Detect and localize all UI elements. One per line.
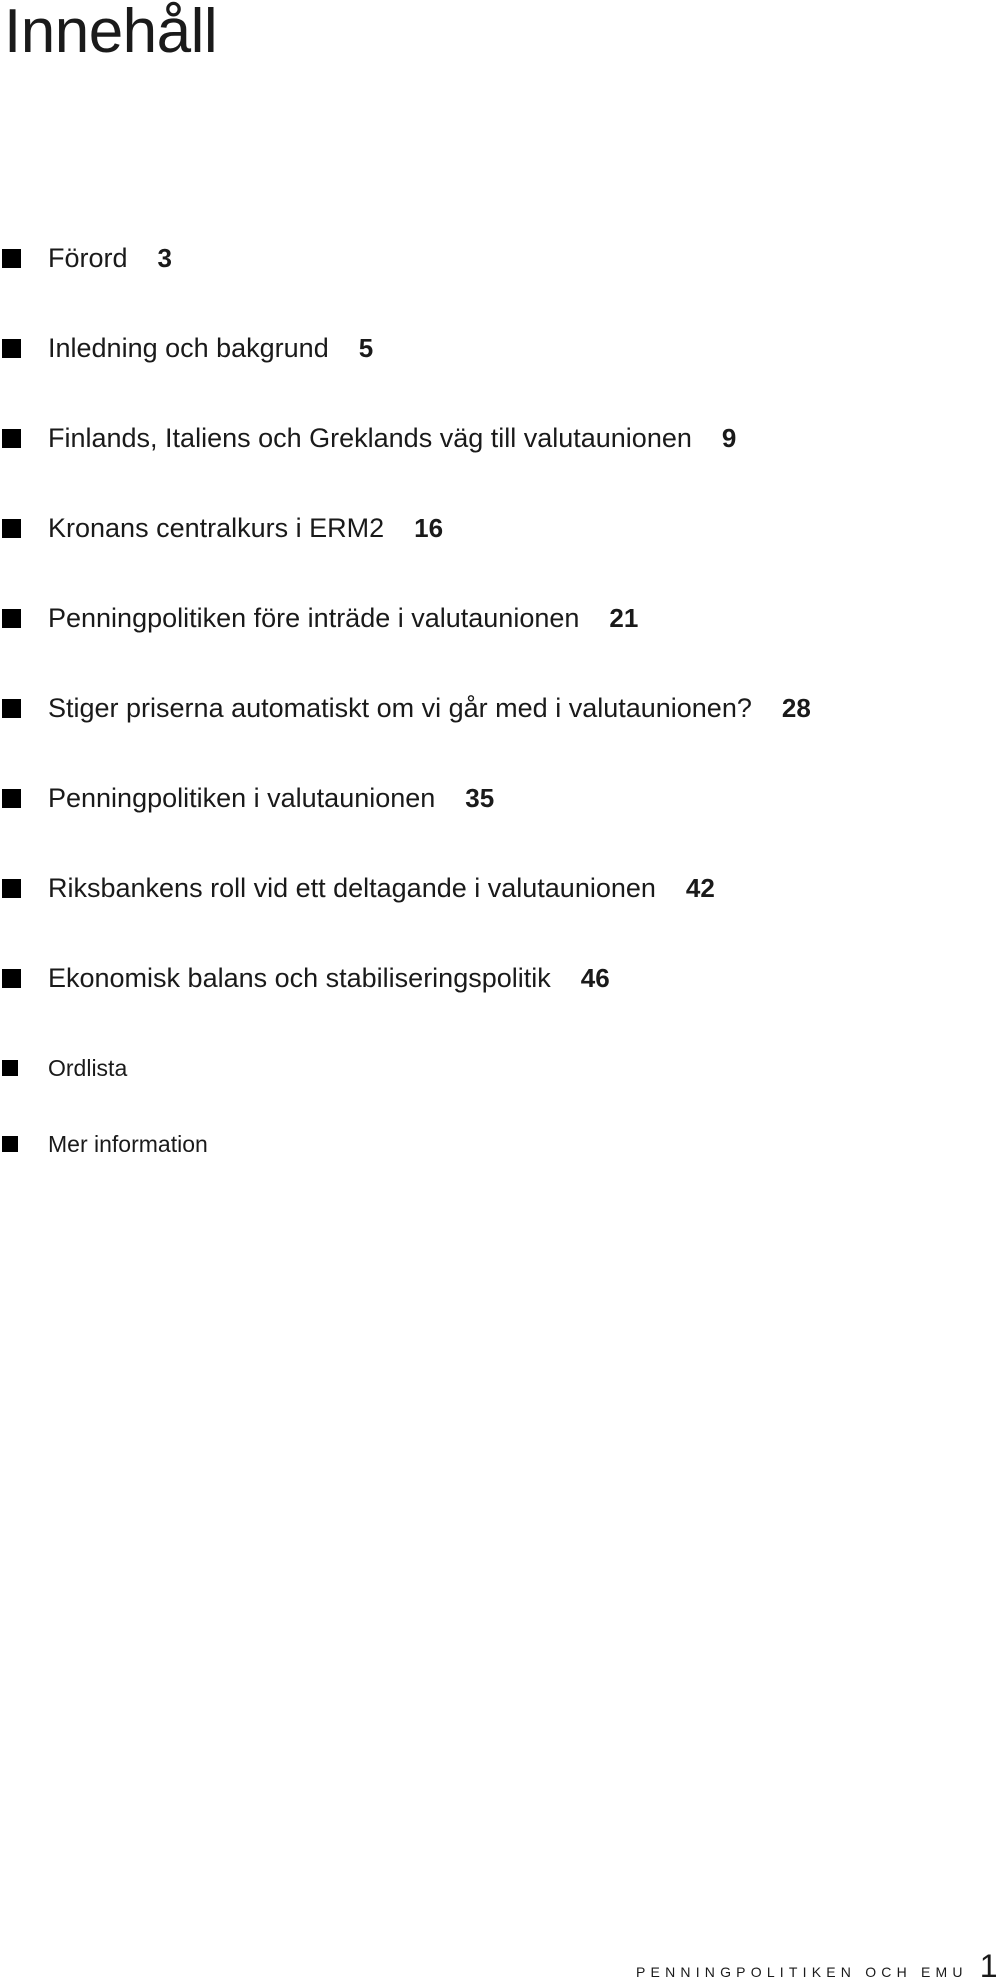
- toc-entry-page: 46: [580, 962, 610, 993]
- square-bullet-icon: [2, 1136, 18, 1152]
- toc-entry-forord[interactable]: [0, 238, 172, 278]
- toc-entry-title: Finlands, Italiens och Greklands väg till valutaunionen: [48, 422, 692, 453]
- page-title: Innehåll: [4, 0, 218, 66]
- toc-entry-title: Inledning och bakgrund: [48, 332, 329, 363]
- toc-entry-title: Penningpolitiken före inträde i valutaunionen: [48, 602, 580, 633]
- square-bullet-icon: [2, 609, 21, 628]
- toc-entry-ekonomisk-balans[interactable]: [0, 958, 610, 998]
- page-footer: [636, 1948, 998, 1985]
- square-bullet-icon: [2, 1060, 18, 1076]
- square-bullet-icon: [2, 699, 21, 718]
- toc-entry-stiger-priserna[interactable]: [0, 688, 811, 728]
- toc-entry-riksbankens-roll[interactable]: [0, 868, 715, 908]
- toc-entry-page: 5: [358, 332, 374, 363]
- toc-entry-page: 35: [465, 782, 495, 813]
- toc-entry-penningpolitiken-i[interactable]: [0, 778, 494, 818]
- toc-entry-page: 3: [157, 242, 172, 273]
- toc-entry-mer-information[interactable]: [0, 1124, 208, 1164]
- toc-entry-finlands[interactable]: [0, 418, 736, 458]
- toc-entry-title: Mer information: [48, 1130, 208, 1157]
- toc-entry-inledning[interactable]: [0, 328, 373, 368]
- square-bullet-icon: [2, 429, 21, 448]
- toc-entry-title: Ordlista: [48, 1054, 128, 1081]
- toc-entry-page: 21: [609, 602, 639, 633]
- square-bullet-icon: [2, 789, 21, 808]
- toc-entry-title: Riksbankens roll vid ett deltagande i valutaunionen: [48, 872, 656, 903]
- toc-entry-title: Penningpolitiken i valutaunionen: [48, 782, 436, 813]
- toc-entry-title: Förord: [48, 242, 128, 273]
- toc-entry-title: Stiger priserna automatiskt om vi går med i valutaunionen?: [48, 692, 752, 723]
- square-bullet-icon: [2, 879, 21, 898]
- toc-entry-page: 28: [781, 692, 811, 723]
- toc-entry-title: Ekonomisk balans och stabiliseringspolitik: [48, 962, 551, 993]
- toc-entry-kronans[interactable]: [0, 508, 443, 548]
- toc-entry-page: 16: [414, 512, 444, 543]
- toc-entry-ordlista[interactable]: [0, 1048, 127, 1088]
- toc-entry-penningpolitiken-fore[interactable]: [0, 598, 638, 638]
- square-bullet-icon: [2, 339, 21, 358]
- page-number: 1: [979, 1948, 998, 1984]
- running-title: PENNINGPOLITIKEN OCH EMU: [636, 1964, 968, 1980]
- square-bullet-icon: [2, 519, 21, 538]
- toc-entry-page: 9: [721, 422, 737, 453]
- square-bullet-icon: [2, 969, 21, 988]
- toc-entry-title: Kronans centralkurs i ERM2: [48, 512, 385, 543]
- square-bullet-icon: [2, 249, 21, 268]
- toc-entry-page: 42: [685, 872, 715, 903]
